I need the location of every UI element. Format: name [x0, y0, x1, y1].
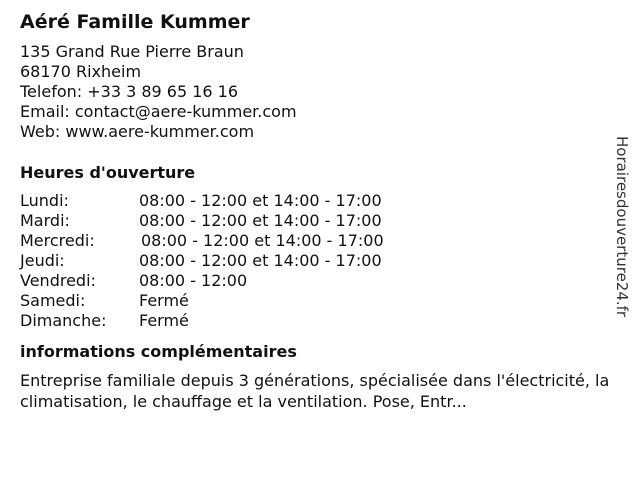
- day-label: Mardi:: [20, 211, 70, 230]
- day-label: Vendredi:: [20, 271, 96, 290]
- day-label: Dimanche:: [20, 311, 107, 330]
- day-label: Samedi:: [20, 291, 86, 310]
- info-heading: informations complémentaires: [20, 342, 297, 361]
- phone-line: Telefon: +33 3 89 65 16 16: [20, 82, 239, 101]
- day-hours: 08:00 - 12:00 et 14:00 - 17:00: [139, 191, 382, 210]
- email-line: Email: contact@aere-kummer.com: [20, 102, 297, 121]
- hours-heading: Heures d'ouverture: [20, 163, 196, 182]
- info-description: Entreprise familiale depuis 3 générations, spécialisée dans l'électricité, la climatisation, le chauffage et la ventilation. Pose, Entr...: [20, 371, 610, 411]
- hours-row-thursday: [20, 251, 610, 271]
- address-line-1: 135 Grand Rue Pierre Braun: [20, 42, 244, 61]
- day-hours: Fermé: [139, 291, 189, 310]
- hours-row-sunday: [20, 311, 610, 331]
- hours-row-tuesday: [20, 211, 610, 231]
- day-label: Jeudi:: [20, 251, 65, 270]
- day-label: Lundi:: [20, 191, 69, 210]
- hours-row-friday: [20, 271, 610, 291]
- web-line: Web: www.aere-kummer.com: [20, 122, 255, 141]
- address-line-2: 68170 Rixheim: [20, 62, 142, 81]
- site-watermark: Horairesdouverture24.fr: [613, 136, 631, 318]
- day-hours: 08:00 - 12:00 et 14:00 - 17:00: [139, 211, 382, 230]
- business-name: Aéré Famille Kummer: [20, 11, 250, 33]
- hours-row-monday: [20, 191, 610, 211]
- day-hours: 08:00 - 12:00: [139, 271, 248, 290]
- hours-list: [20, 191, 610, 331]
- hours-row-saturday: [20, 291, 610, 311]
- hours-row-wednesday: [20, 231, 610, 251]
- day-hours: Fermé: [139, 311, 189, 330]
- day-hours: 08:00 - 12:00 et 14:00 - 17:00: [139, 251, 382, 270]
- day-hours: 08:00 - 12:00 et 14:00 - 17:00: [141, 231, 384, 250]
- day-label: Mercredi:: [20, 231, 95, 250]
- business-card: [20, 10, 610, 412]
